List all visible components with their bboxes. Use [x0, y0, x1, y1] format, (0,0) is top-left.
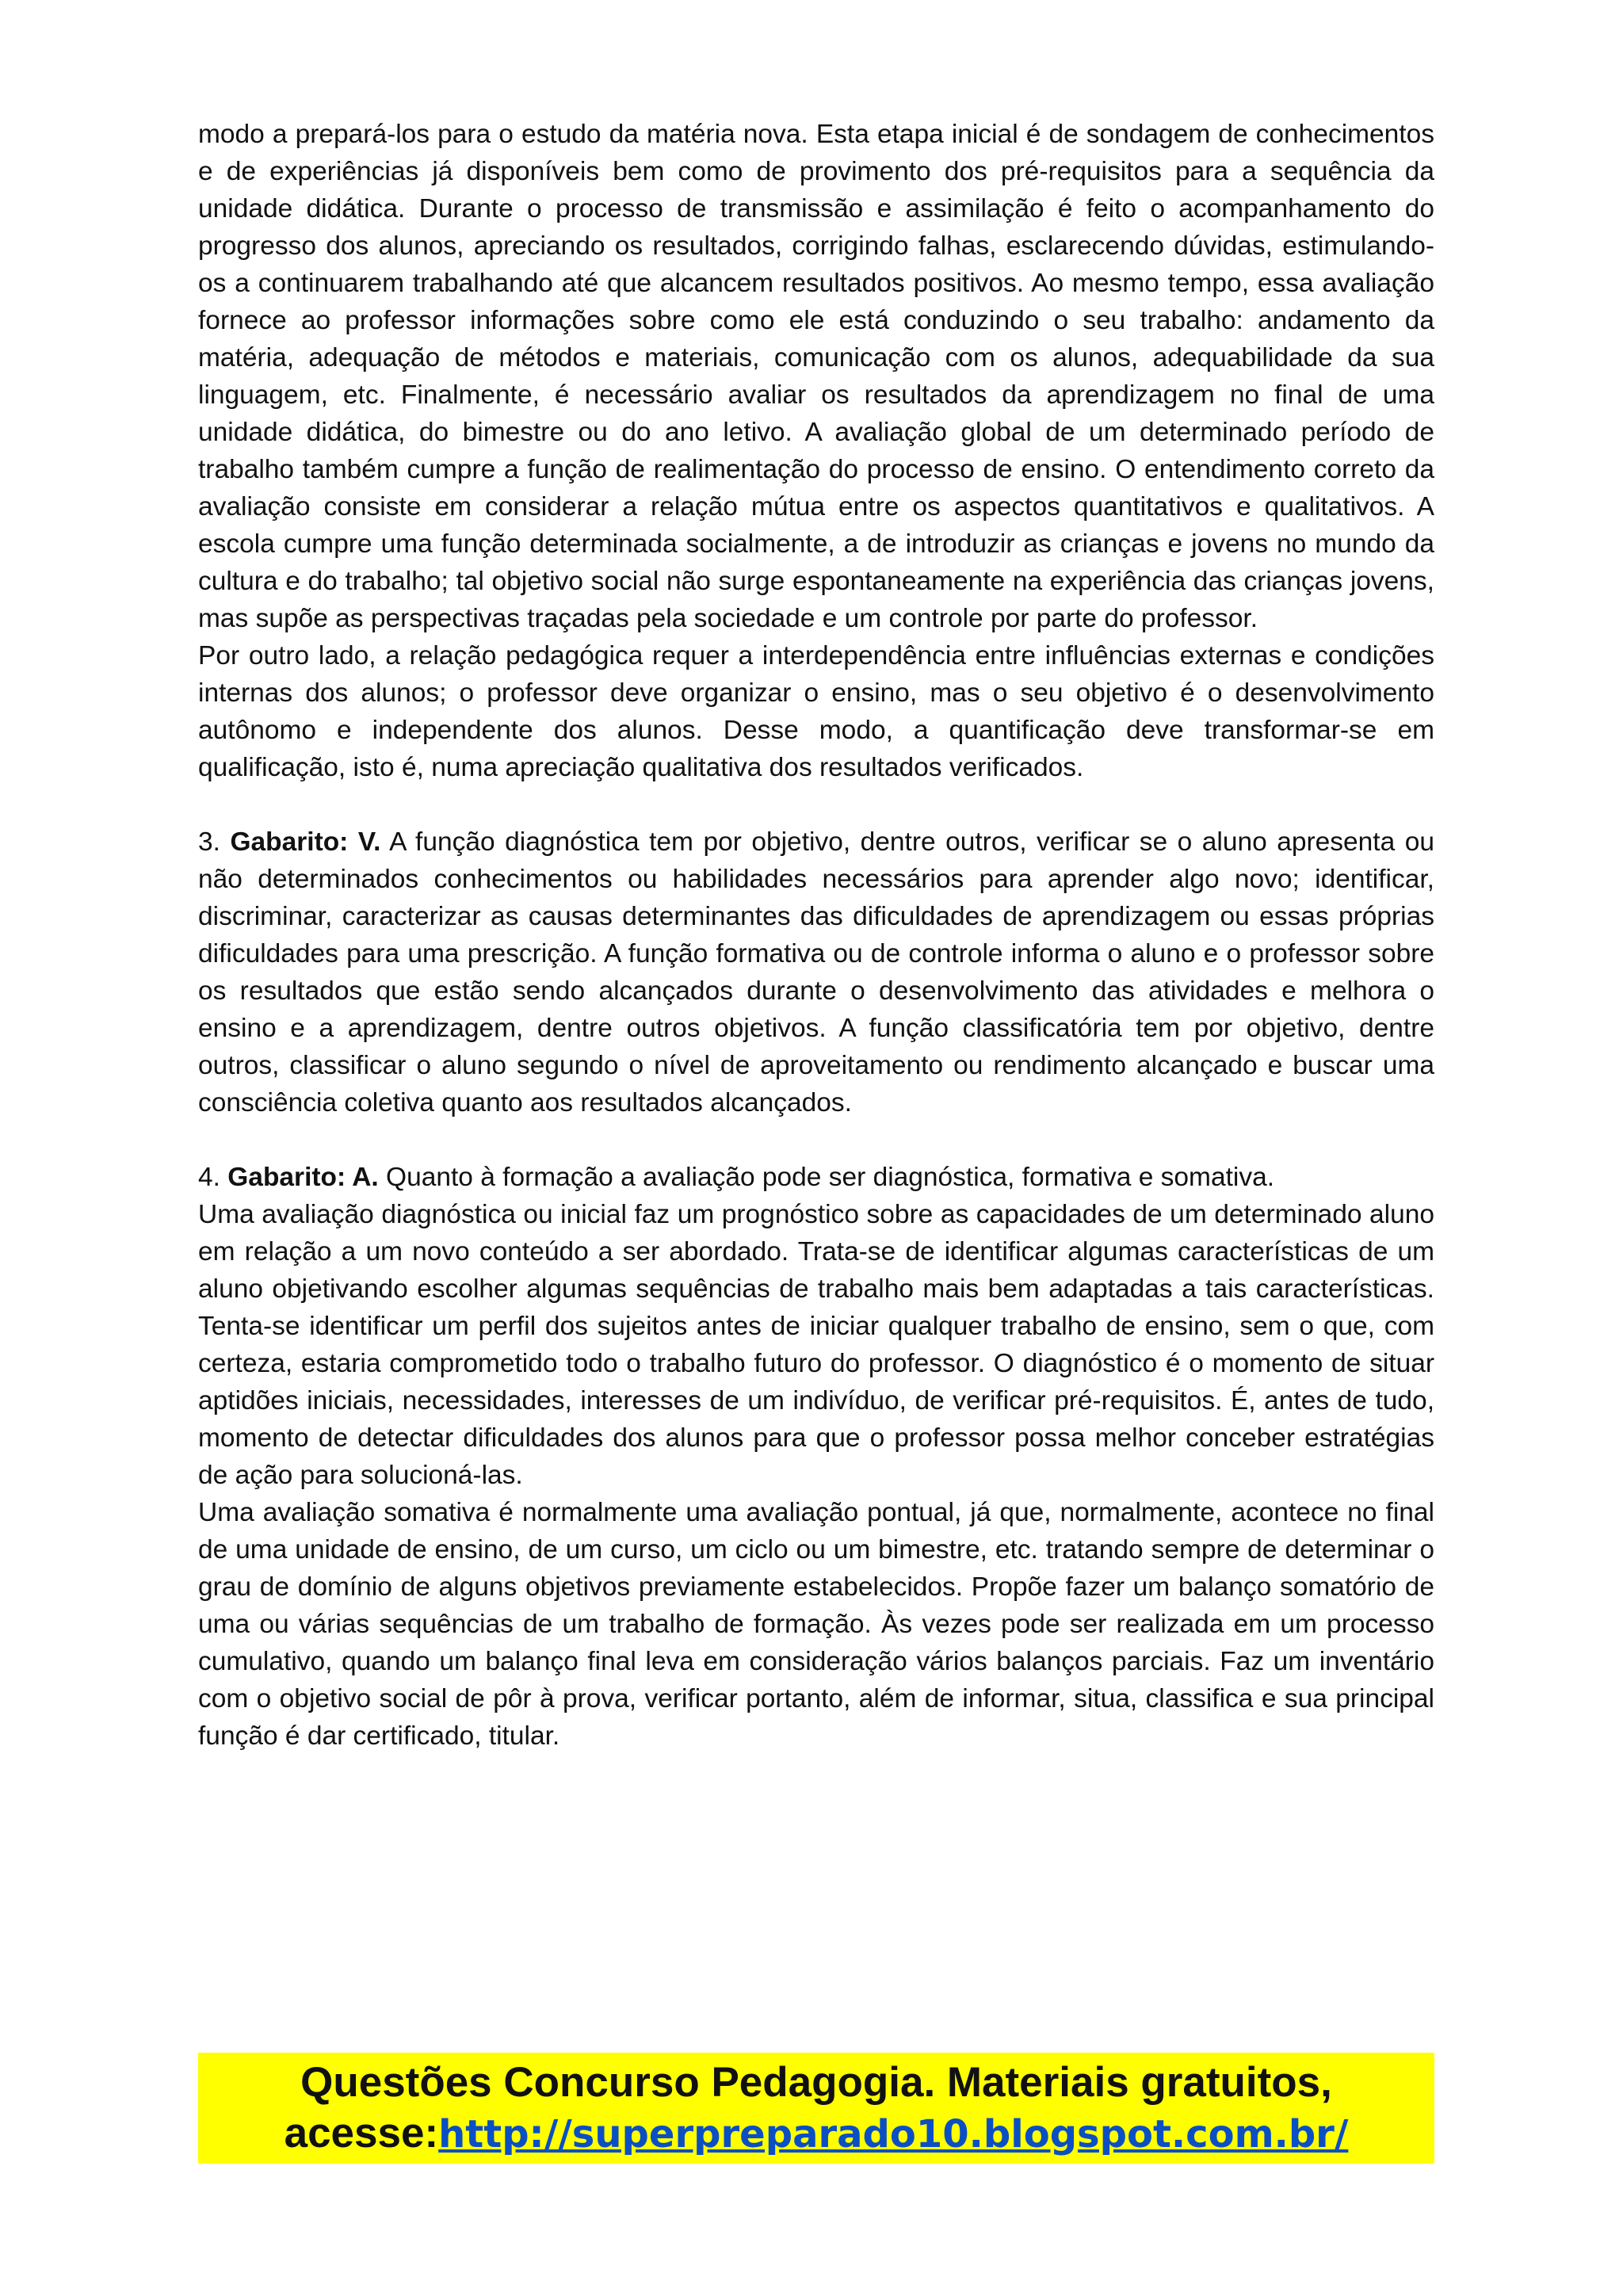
answer-3	[198, 823, 1434, 1121]
paragraph-spacer	[198, 786, 1434, 823]
document-body	[198, 116, 1434, 1755]
answer-3-text: A função diagnóstica tem por objetivo, dentre outros, verificar se o aluno apresenta ou não determinados conhecimentos ou habilidades necessários para aprender algo novo; identificar, discriminar, caracterizar as causas determinantes das dificuldades de aprendizagem ou essas próprias dificuldades para uma prescrição. A função formativa ou de controle informa o aluno e o professor sobre os resultados que estão sendo alcançados durante o desenvolvimento das atividades e melhora o ensino e a aprendizagem, dentre outros objetivos. A função classificatória tem por objetivo, dentre outros, classificar o aluno segundo o nível de aproveitamento ou rendimento alcançado e buscar uma consciência coletiva quanto aos resultados alcançados.	[198, 827, 1434, 1117]
paragraph-spacer	[198, 1121, 1434, 1159]
answer-4	[198, 1159, 1434, 1196]
answer-4-label: Gabarito: A.	[227, 1163, 379, 1192]
promo-banner	[198, 2053, 1434, 2164]
answer-4-text: Quanto à formação a avaliação pode ser diagnóstica, formativa e somativa.	[378, 1163, 1275, 1192]
blog-link[interactable]: http://superpreparado10.blogspot.com.br/	[438, 2112, 1349, 2157]
answer-3-label: Gabarito: V.	[230, 827, 381, 857]
answer-4-number: 4.	[198, 1163, 228, 1192]
banner-prefix: acesse:	[284, 2110, 439, 2157]
banner-headline: Questões Concurso Pedagogia. Materiais gratuitos,	[300, 2059, 1332, 2106]
answer-3-number: 3.	[198, 827, 231, 857]
paragraph-formative-evaluation: modo a prepará-los para o estudo da matéria nova. Esta etapa inicial é de sondagem de conhecimentos e de experiências já disponíveis bem como de provimento dos pré-requisitos para a sequência da unidade didática. Durante o processo de transmissão e assimilação é feito o acompanhamento do progresso dos alunos, apreciando os resultados, corrigindo falhas, esclarecendo dúvidas, estimulando-os a continuarem trabalhando até que alcancem resultados positivos. Ao mesmo tempo, essa avaliação fornece ao professor informações sobre como ele está conduzindo o seu trabalho: andamento da matéria, adequação de métodos e materiais, comunicação com os alunos, adequabilidade da sua linguagem, etc. Finalmente, é necessário avaliar os resultados da aprendizagem no final de uma unidade didática, do bimestre ou do ano letivo. A avaliação global de um determinado período de trabalho também cumpre a função de realimentação do processo de ensino. O entendimento correto da avaliação consiste em considerar a relação mútua entre os aspectos quantitativos e qualitativos. A escola cumpre uma função determinada socialmente, a de introduzir as crianças e jovens no mundo da cultura e do trabalho; tal objetivo social não surge espontaneamente na experiência das crianças jovens, mas supõe as perspectivas traçadas pela sociedade e um controle por parte do professor.	[198, 120, 1434, 633]
paragraph-pedagogical-relation: Por outro lado, a relação pedagógica requer a interdependência entre influências externas e condições internas dos alunos; o professor deve organizar o ensino, mas o seu objetivo é o desenvolvimento autônomo e independente dos alunos. Desse modo, a quantificação deve transformar-se em qualificação, isto é, numa apreciação qualitativa dos resultados verificados.	[198, 641, 1434, 782]
paragraph-summative-evaluation: Uma avaliação somativa é normalmente uma avaliação pontual, já que, normalmente, acontece no final de uma unidade de ensino, de um curso, um ciclo ou um bimestre, etc. tratando sempre de determinar o grau de domínio de alguns objetivos previamente estabelecidos. Propõe fazer um balanço somatório de uma ou várias sequências de um trabalho de formação. Às vezes pode ser realizada em um processo cumulativo, quando um balanço final leva em consideração vários balanços parciais. Faz um inventário com o objetivo social de pôr à prova, verificar portanto, além de informar, situa, classifica e sua principal função é dar certificado, titular.	[198, 1498, 1434, 1751]
paragraph-diagnostic-evaluation: Uma avaliação diagnóstica ou inicial faz um prognóstico sobre as capacidades de um determinado aluno em relação a um novo conteúdo a ser abordado. Trata-se de identificar algumas características de um aluno objetivando escolher algumas sequências de trabalho mais bem adaptadas a tais características. Tenta-se identificar um perfil dos sujeitos antes de iniciar qualquer trabalho de ensino, sem o que, com certeza, estaria comprometido todo o trabalho futuro do professor. O diagnóstico é o momento de situar aptidões iniciais, necessidades, interesses de um indivíduo, de verificar pré-requisitos. É, antes de tudo, momento de detectar dificuldades dos alunos para que o professor possa melhor conceber estratégias de ação para solucioná-las.	[198, 1200, 1434, 1490]
banner-link-line	[198, 2108, 1434, 2160]
